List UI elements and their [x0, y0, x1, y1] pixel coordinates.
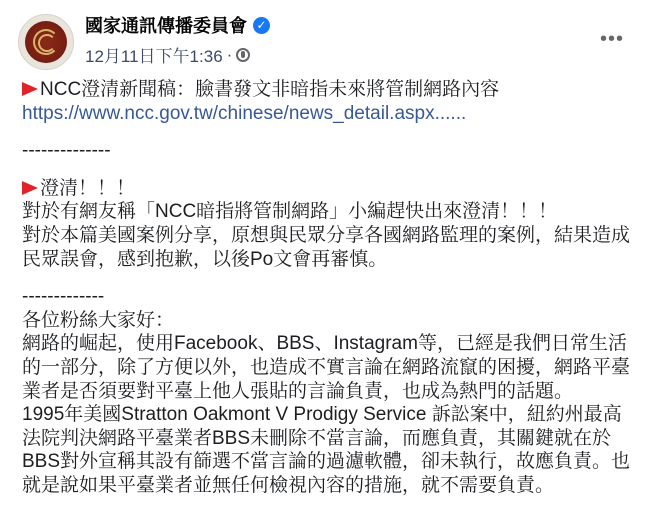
clarify-heading-text: 澄清！！！ [40, 177, 136, 199]
body-line: 就是說如果平臺業者並無任何檢視內容的措施，就不需要負責。 [22, 474, 555, 496]
body-line: 各位粉絲大家好： [22, 309, 175, 331]
divider-text: -------------- [22, 140, 111, 162]
more-options-button[interactable]: ••• [600, 28, 625, 50]
page-avatar[interactable] [18, 14, 74, 70]
clarify-line: 民眾誤會，感到抱歉，以後Po文會再審慎。 [22, 248, 388, 270]
post-meta [85, 42, 250, 67]
post-timestamp[interactable]: 12月11日下午1:36 [85, 47, 223, 66]
red-flag-icon [22, 82, 38, 96]
globe-icon [236, 48, 250, 62]
title-text: NCC澄清新聞稿：臉書發文非暗指未來將管制網路內容 [40, 79, 500, 100]
post-title-line [22, 78, 630, 102]
clarify-heading [22, 177, 630, 201]
body-line: 網路的崛起，使用Facebook、BBS、Instagram等，已經是我們日常生活 [22, 333, 627, 355]
meta-separator: · [226, 44, 233, 64]
divider-text: ------------- [22, 286, 105, 308]
body-line: BBS對外宣稱其設有篩選不當言論的過濾軟體，卻未執行，故應負責。也 [22, 451, 631, 473]
body-line: 法院判決網路平臺業者BBS未刪除不當言論，而應負責，其關鍵就在於 [22, 427, 612, 449]
post-author [85, 12, 270, 38]
news-link[interactable]: https://www.ncc.gov.tw/chinese/news_detail.aspx...... [22, 102, 467, 124]
body-line: 業者是否須要對平臺上他人張貼的言論負責，也成為熱門的話題。 [22, 380, 574, 402]
red-flag-icon [22, 181, 38, 195]
clarify-line: 對於本篇美國案例分享，原想與民眾分享各國網路監理的案例，結果造成 [22, 224, 631, 246]
ncc-logo [25, 21, 67, 63]
post-body [22, 78, 630, 498]
author-name[interactable]: 國家通訊傳播委員會 [85, 16, 247, 36]
verified-badge-icon: ✓ [253, 17, 270, 34]
body-line: 1995年美國Stratton Oakmont V Prodigy Service 訴訟案中，紐約州最高 [22, 404, 622, 426]
body-line: 的一部分，除了方便以外，也造成不實言論在網路流竄的困擾，網路平臺 [22, 356, 631, 378]
clarify-line: 對於有網友稱「NCC暗指將管制網路」小編趕快出來澄清！！！ [22, 201, 558, 223]
